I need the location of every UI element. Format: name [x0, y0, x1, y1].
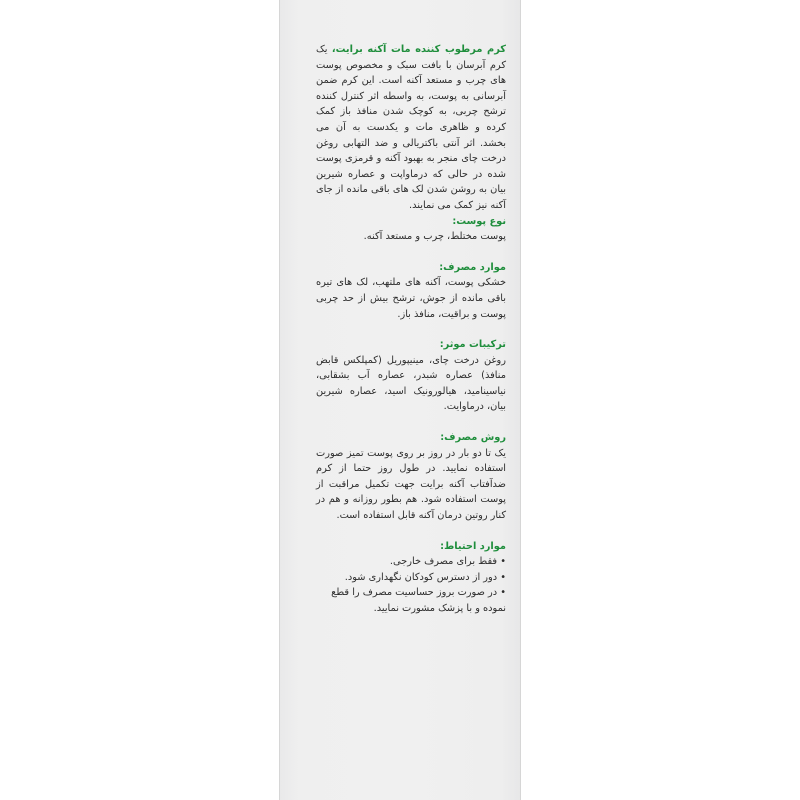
cautions-section — [316, 539, 506, 617]
intro-text: یک کرم آبرسان با بافت سبک و مخصوص پوست های چرب و مستعد آکنه است. این کرم ضمن آبرسانی به پوست، به واسطه اثر کنترل کننده ترشح چربی، به کوچک شدن منافذ باز کمک کرده و ظاهری مات و یکدست به آن می بخشد. اثر آنتی باکتریالی و ضد التهابی روغن درخت چای منجر به بهبود آکنه و قرمزی پوست شده در حالی که درماواپت و عصاره شیرین بیان به روشن شدن لک های باقی مانده از جای آکنه نیز کمک می نمایند. — [316, 44, 506, 211]
intro-paragraph — [316, 42, 506, 214]
skin-type-title: نوع پوست: — [452, 215, 506, 227]
caution-item: • در صورت بروز حساسیت مصرف را قطع نموده و با پزشک مشورت نمایید. — [331, 587, 506, 614]
skin-type-text: پوست مختلط، چرب و مستعد آکنه. — [363, 231, 506, 243]
uses-section — [316, 260, 506, 322]
uses-title: موارد مصرف: — [439, 261, 506, 273]
ingredients-section — [316, 337, 506, 415]
skin-type-section — [316, 214, 506, 245]
uses-text: خشکی پوست، آکنه های ملتهب، لک های تیره باقی مانده از جوش، ترشح بیش از حد چربی پوست و براقیت، منافذ باز. — [316, 277, 506, 320]
caution-item: • دور از دسترس کودکان نگهداری شود. — [344, 571, 506, 583]
usage-text: یک تا دو بار در روز بر روی پوست تمیز صورت استفاده نمایید. در طول روز حتما از کرم ضدآفتاب آکنه برایت جهت تکمیل مراقبت از پوست استفاده شود. هم بطور روزانه و هم در کنار روتین درمان آکنه قابل استفاده است. — [316, 447, 506, 522]
ingredients-title: ترکیبات موثر: — [439, 339, 506, 351]
caution-item: • فقط برای مصرف خارجی. — [389, 556, 506, 568]
intro-heading: کرم مرطوب کننده مات آکنه برایت، — [331, 44, 507, 55]
ingredients-text: روغن درخت چای، مینیپوریل (کمپلکس قابض منافذ) عصاره شبدر، عصاره آب بشقابی، نیاسینامید، هیالورونیک اسید، عصاره شیرین بیان، درماوایت. — [316, 354, 506, 413]
cautions-title: موارد احتیاط: — [440, 540, 506, 552]
product-label-text — [316, 42, 506, 632]
usage-section — [316, 430, 506, 524]
usage-title: روش مصرف: — [440, 432, 506, 444]
